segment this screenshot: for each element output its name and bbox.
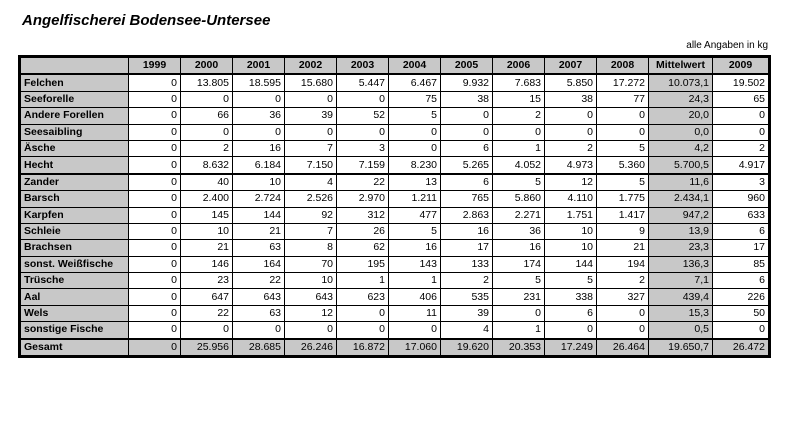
row-label: sonstige Fische xyxy=(21,322,129,339)
value-cell: 12 xyxy=(545,174,597,191)
value-cell: 52 xyxy=(337,108,389,124)
header-corner xyxy=(21,58,129,75)
value-cell: 15.680 xyxy=(285,74,337,91)
table-row xyxy=(21,74,769,91)
value-cell: 5 xyxy=(545,273,597,289)
value-cell: 66 xyxy=(181,108,233,124)
value-cell: 0 xyxy=(493,124,545,140)
value-cell: 0 xyxy=(129,305,181,321)
value-cell: 327 xyxy=(597,289,649,305)
value-cell: 7.683 xyxy=(493,74,545,91)
value-cell: 6 xyxy=(545,305,597,321)
value-cell: 0 xyxy=(713,108,769,124)
average-cell: 439,4 xyxy=(649,289,713,305)
value-cell: 765 xyxy=(441,191,493,207)
value-cell: 0 xyxy=(129,240,181,256)
value-cell: 6 xyxy=(441,140,493,156)
value-cell: 164 xyxy=(233,256,285,272)
value-cell: 8 xyxy=(285,240,337,256)
value-cell: 0 xyxy=(597,305,649,321)
value-cell: 5 xyxy=(493,174,545,191)
value-cell: 16 xyxy=(441,223,493,239)
column-header: 2002 xyxy=(285,58,337,75)
value-cell: 143 xyxy=(389,256,441,272)
table-row xyxy=(21,305,769,321)
value-cell: 194 xyxy=(597,256,649,272)
value-cell: 3 xyxy=(713,174,769,191)
value-cell: 17.272 xyxy=(597,74,649,91)
value-cell: 0 xyxy=(337,124,389,140)
value-cell: 0 xyxy=(181,91,233,107)
table-row xyxy=(21,207,769,223)
value-cell: 2.863 xyxy=(441,207,493,223)
row-label: Felchen xyxy=(21,74,129,91)
value-cell: 0 xyxy=(337,91,389,107)
table-row xyxy=(21,289,769,305)
value-cell: 3 xyxy=(337,140,389,156)
value-cell: 10 xyxy=(545,240,597,256)
value-cell: 0 xyxy=(129,273,181,289)
value-cell: 5 xyxy=(389,108,441,124)
average-cell: 13,9 xyxy=(649,223,713,239)
value-cell: 0 xyxy=(129,207,181,223)
table-row xyxy=(21,91,769,107)
value-cell: 85 xyxy=(713,256,769,272)
average-cell: 0,5 xyxy=(649,322,713,339)
value-cell: 19.502 xyxy=(713,74,769,91)
value-cell: 0 xyxy=(181,124,233,140)
value-cell: 4.110 xyxy=(545,191,597,207)
value-cell: 2 xyxy=(493,108,545,124)
value-cell: 0 xyxy=(441,124,493,140)
value-cell: 17.249 xyxy=(545,339,597,356)
value-cell: 7.159 xyxy=(337,157,389,174)
value-cell: 0 xyxy=(337,305,389,321)
value-cell: 77 xyxy=(597,91,649,107)
document-title: Angelfischerei Bodensee-Untersee xyxy=(22,12,271,29)
value-cell: 0 xyxy=(545,108,597,124)
table-row xyxy=(21,273,769,289)
value-cell: 10 xyxy=(181,223,233,239)
average-cell: 15,3 xyxy=(649,305,713,321)
value-cell: 0 xyxy=(129,223,181,239)
value-cell: 231 xyxy=(493,289,545,305)
value-cell: 2 xyxy=(597,273,649,289)
row-label: Andere Forellen xyxy=(21,108,129,124)
row-label: Trüsche xyxy=(21,273,129,289)
value-cell: 647 xyxy=(181,289,233,305)
value-cell: 92 xyxy=(285,207,337,223)
value-cell: 63 xyxy=(233,305,285,321)
value-cell: 4.973 xyxy=(545,157,597,174)
table-row xyxy=(21,256,769,272)
average-cell: 7,1 xyxy=(649,273,713,289)
table-row xyxy=(21,191,769,207)
value-cell: 7 xyxy=(285,223,337,239)
value-cell: 0 xyxy=(493,305,545,321)
value-cell: 62 xyxy=(337,240,389,256)
column-header: 2006 xyxy=(493,58,545,75)
value-cell: 10 xyxy=(285,273,337,289)
value-cell: 6.467 xyxy=(389,74,441,91)
column-header: 2003 xyxy=(337,58,389,75)
column-header: 2007 xyxy=(545,58,597,75)
value-cell: 21 xyxy=(597,240,649,256)
value-cell: 0 xyxy=(545,322,597,339)
value-cell: 1.211 xyxy=(389,191,441,207)
value-cell: 2.271 xyxy=(493,207,545,223)
value-cell: 2.526 xyxy=(285,191,337,207)
value-cell: 22 xyxy=(233,273,285,289)
average-cell: 23,3 xyxy=(649,240,713,256)
table-header-row xyxy=(21,58,769,75)
value-cell: 63 xyxy=(233,240,285,256)
value-cell: 144 xyxy=(545,256,597,272)
catch-table xyxy=(20,57,769,356)
value-cell: 12 xyxy=(285,305,337,321)
value-cell: 2.724 xyxy=(233,191,285,207)
value-cell: 0 xyxy=(233,91,285,107)
average-cell: 2.434,1 xyxy=(649,191,713,207)
value-cell: 4.917 xyxy=(713,157,769,174)
value-cell: 0 xyxy=(129,289,181,305)
value-cell: 633 xyxy=(713,207,769,223)
value-cell: 0 xyxy=(181,322,233,339)
value-cell: 50 xyxy=(713,305,769,321)
table-row xyxy=(21,322,769,339)
value-cell: 0 xyxy=(545,124,597,140)
value-cell: 38 xyxy=(545,91,597,107)
value-cell: 8.632 xyxy=(181,157,233,174)
value-cell: 0 xyxy=(233,322,285,339)
value-cell: 1.417 xyxy=(597,207,649,223)
value-cell: 7 xyxy=(285,140,337,156)
average-cell: 10.073,1 xyxy=(649,74,713,91)
value-cell: 70 xyxy=(285,256,337,272)
value-cell: 1.775 xyxy=(597,191,649,207)
value-cell: 0 xyxy=(597,108,649,124)
value-cell: 26.246 xyxy=(285,339,337,356)
average-cell: 20,0 xyxy=(649,108,713,124)
table-row xyxy=(21,108,769,124)
value-cell: 16 xyxy=(233,140,285,156)
value-cell: 0 xyxy=(389,124,441,140)
value-cell: 8.230 xyxy=(389,157,441,174)
value-cell: 0 xyxy=(285,322,337,339)
value-cell: 39 xyxy=(441,305,493,321)
value-cell: 26.464 xyxy=(597,339,649,356)
value-cell: 0 xyxy=(129,140,181,156)
value-cell: 19.620 xyxy=(441,339,493,356)
table-row xyxy=(21,157,769,174)
value-cell: 6 xyxy=(441,174,493,191)
value-cell: 5.360 xyxy=(597,157,649,174)
value-cell: 5 xyxy=(493,273,545,289)
row-label: Barsch xyxy=(21,191,129,207)
value-cell: 623 xyxy=(337,289,389,305)
value-cell: 25.956 xyxy=(181,339,233,356)
row-label: Wels xyxy=(21,305,129,321)
value-cell: 0 xyxy=(285,124,337,140)
value-cell: 0 xyxy=(129,91,181,107)
value-cell: 0 xyxy=(389,322,441,339)
column-header: 1999 xyxy=(129,58,181,75)
value-cell: 65 xyxy=(713,91,769,107)
value-cell: 16.872 xyxy=(337,339,389,356)
column-header: 2001 xyxy=(233,58,285,75)
value-cell: 36 xyxy=(493,223,545,239)
value-cell: 18.595 xyxy=(233,74,285,91)
value-cell: 21 xyxy=(233,223,285,239)
table-row xyxy=(21,124,769,140)
value-cell: 338 xyxy=(545,289,597,305)
value-cell: 10 xyxy=(233,174,285,191)
value-cell: 11 xyxy=(389,305,441,321)
value-cell: 226 xyxy=(713,289,769,305)
value-cell: 535 xyxy=(441,289,493,305)
value-cell: 4.052 xyxy=(493,157,545,174)
total-row xyxy=(21,339,769,356)
value-cell: 13 xyxy=(389,174,441,191)
value-cell: 5 xyxy=(597,174,649,191)
value-cell: 21 xyxy=(181,240,233,256)
row-label: Schleie xyxy=(21,223,129,239)
value-cell: 26.472 xyxy=(713,339,769,356)
value-cell: 2 xyxy=(545,140,597,156)
column-header: 2008 xyxy=(597,58,649,75)
table-row xyxy=(21,223,769,239)
value-cell: 1.751 xyxy=(545,207,597,223)
value-cell: 4 xyxy=(285,174,337,191)
row-label: Zander xyxy=(21,174,129,191)
value-cell: 13.805 xyxy=(181,74,233,91)
value-cell: 144 xyxy=(233,207,285,223)
value-cell: 0 xyxy=(597,322,649,339)
value-cell: 38 xyxy=(441,91,493,107)
value-cell: 1 xyxy=(389,273,441,289)
row-label: Äsche xyxy=(21,140,129,156)
value-cell: 17 xyxy=(713,240,769,256)
value-cell: 0 xyxy=(129,174,181,191)
value-cell: 0 xyxy=(129,74,181,91)
value-cell: 643 xyxy=(285,289,337,305)
value-cell: 2 xyxy=(713,140,769,156)
value-cell: 2 xyxy=(181,140,233,156)
value-cell: 312 xyxy=(337,207,389,223)
value-cell: 16 xyxy=(389,240,441,256)
value-cell: 0 xyxy=(597,124,649,140)
value-cell: 17.060 xyxy=(389,339,441,356)
value-cell: 0 xyxy=(129,157,181,174)
value-cell: 9 xyxy=(597,223,649,239)
value-cell: 6 xyxy=(713,273,769,289)
average-cell: 24,3 xyxy=(649,91,713,107)
row-label: Karpfen xyxy=(21,207,129,223)
table-row xyxy=(21,174,769,191)
value-cell: 17 xyxy=(441,240,493,256)
column-header: 2005 xyxy=(441,58,493,75)
value-cell: 0 xyxy=(389,140,441,156)
value-cell: 0 xyxy=(233,124,285,140)
value-cell: 174 xyxy=(493,256,545,272)
value-cell: 0 xyxy=(129,191,181,207)
value-cell: 960 xyxy=(713,191,769,207)
value-cell: 1 xyxy=(337,273,389,289)
value-cell: 477 xyxy=(389,207,441,223)
row-label: Brachsen xyxy=(21,240,129,256)
value-cell: 28.685 xyxy=(233,339,285,356)
table-row xyxy=(21,240,769,256)
value-cell: 6 xyxy=(713,223,769,239)
value-cell: 0 xyxy=(285,91,337,107)
value-cell: 5.265 xyxy=(441,157,493,174)
table-row xyxy=(21,140,769,156)
value-cell: 0 xyxy=(337,322,389,339)
value-cell: 5.447 xyxy=(337,74,389,91)
value-cell: 26 xyxy=(337,223,389,239)
value-cell: 75 xyxy=(389,91,441,107)
value-cell: 5.850 xyxy=(545,74,597,91)
average-cell: 19.650,7 xyxy=(649,339,713,356)
value-cell: 643 xyxy=(233,289,285,305)
value-cell: 2.400 xyxy=(181,191,233,207)
value-cell: 0 xyxy=(129,124,181,140)
value-cell: 39 xyxy=(285,108,337,124)
column-header: 2004 xyxy=(389,58,441,75)
value-cell: 0 xyxy=(441,108,493,124)
average-cell: 136,3 xyxy=(649,256,713,272)
value-cell: 5 xyxy=(389,223,441,239)
value-cell: 22 xyxy=(337,174,389,191)
value-cell: 20.353 xyxy=(493,339,545,356)
column-header: 2000 xyxy=(181,58,233,75)
value-cell: 5.860 xyxy=(493,191,545,207)
value-cell: 2 xyxy=(441,273,493,289)
value-cell: 1 xyxy=(493,322,545,339)
value-cell: 15 xyxy=(493,91,545,107)
value-cell: 7.150 xyxy=(285,157,337,174)
value-cell: 4 xyxy=(441,322,493,339)
value-cell: 145 xyxy=(181,207,233,223)
row-label: Gesamt xyxy=(21,339,129,356)
unit-note: alle Angaben in kg xyxy=(686,40,768,51)
column-header: 2009 xyxy=(713,58,769,75)
average-cell: 0,0 xyxy=(649,124,713,140)
value-cell: 0 xyxy=(713,124,769,140)
value-cell: 40 xyxy=(181,174,233,191)
row-label: Seeforelle xyxy=(21,91,129,107)
value-cell: 10 xyxy=(545,223,597,239)
average-cell: 11,6 xyxy=(649,174,713,191)
value-cell: 23 xyxy=(181,273,233,289)
average-cell: 4,2 xyxy=(649,140,713,156)
value-cell: 406 xyxy=(389,289,441,305)
table-body xyxy=(21,74,769,355)
average-cell: 5.700,5 xyxy=(649,157,713,174)
row-label: sonst. Weißfische xyxy=(21,256,129,272)
value-cell: 0 xyxy=(129,339,181,356)
value-cell: 6.184 xyxy=(233,157,285,174)
value-cell: 195 xyxy=(337,256,389,272)
row-label: Seesaibling xyxy=(21,124,129,140)
row-label: Aal xyxy=(21,289,129,305)
column-header: Mittelwert xyxy=(649,58,713,75)
value-cell: 5 xyxy=(597,140,649,156)
value-cell: 133 xyxy=(441,256,493,272)
value-cell: 146 xyxy=(181,256,233,272)
average-cell: 947,2 xyxy=(649,207,713,223)
value-cell: 0 xyxy=(713,322,769,339)
row-label: Hecht xyxy=(21,157,129,174)
value-cell: 16 xyxy=(493,240,545,256)
value-cell: 0 xyxy=(129,108,181,124)
value-cell: 36 xyxy=(233,108,285,124)
value-cell: 2.970 xyxy=(337,191,389,207)
value-cell: 1 xyxy=(493,140,545,156)
value-cell: 22 xyxy=(181,305,233,321)
value-cell: 0 xyxy=(129,256,181,272)
value-cell: 0 xyxy=(129,322,181,339)
value-cell: 9.932 xyxy=(441,74,493,91)
